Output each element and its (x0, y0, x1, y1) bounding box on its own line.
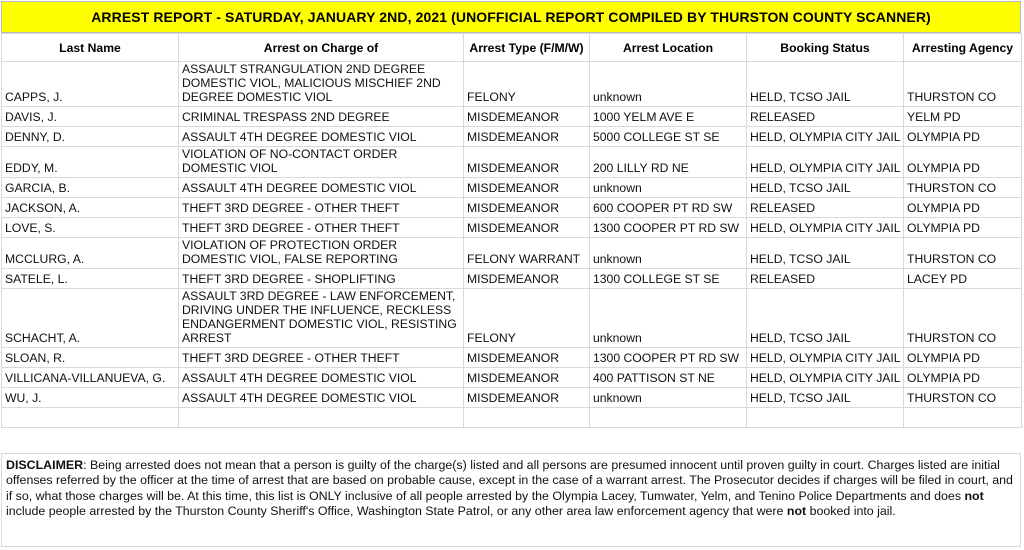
cell-charge[interactable]: VIOLATION OF NO-CONTACT ORDER DOMESTIC VIOL (179, 147, 464, 178)
empty-cell[interactable] (179, 408, 464, 428)
cell-booking-status[interactable]: HELD, OLYMPIA CITY JAIL (747, 127, 904, 147)
cell-arresting-agency[interactable]: THURSTON CO (904, 238, 1022, 269)
column-header-charge[interactable]: Arrest on Charge of (179, 34, 464, 62)
cell-last-name[interactable]: SLOAN, R. (2, 348, 179, 368)
cell-arrest-type[interactable]: MISDEMEANOR (464, 178, 590, 198)
cell-arresting-agency[interactable]: THURSTON CO (904, 388, 1022, 408)
disclaimer-emphasis-not-1: not (964, 488, 984, 503)
column-header-arrest-location[interactable]: Arrest Location (590, 34, 747, 62)
cell-charge[interactable]: THEFT 3RD DEGREE - SHOPLIFTING (179, 269, 464, 289)
cell-arrest-location[interactable]: unknown (590, 388, 747, 408)
cell-arrest-type[interactable]: MISDEMEANOR (464, 127, 590, 147)
cell-arrest-type[interactable]: MISDEMEANOR (464, 147, 590, 178)
cell-arrest-location[interactable]: 1300 COOPER PT RD SW (590, 348, 747, 368)
empty-cell[interactable] (590, 408, 747, 428)
cell-arrest-location[interactable]: unknown (590, 62, 747, 107)
cell-last-name[interactable]: CAPPS, J. (2, 62, 179, 107)
cell-last-name[interactable]: EDDY, M. (2, 147, 179, 178)
cell-charge[interactable]: THEFT 3RD DEGREE - OTHER THEFT (179, 218, 464, 238)
cell-booking-status[interactable]: RELEASED (747, 269, 904, 289)
cell-booking-status[interactable]: RELEASED (747, 107, 904, 127)
cell-last-name[interactable]: JACKSON, A. (2, 198, 179, 218)
empty-row (2, 408, 1022, 428)
cell-arresting-agency[interactable]: OLYMPIA PD (904, 198, 1022, 218)
cell-arresting-agency[interactable]: OLYMPIA PD (904, 147, 1022, 178)
cell-arresting-agency[interactable]: OLYMPIA PD (904, 348, 1022, 368)
table-row (2, 107, 1022, 127)
cell-arrest-type[interactable]: MISDEMEANOR (464, 107, 590, 127)
cell-arrest-location[interactable]: unknown (590, 289, 747, 348)
table-row (2, 127, 1022, 147)
cell-arrest-location[interactable]: 1300 COLLEGE ST SE (590, 269, 747, 289)
cell-last-name[interactable]: SATELE, L. (2, 269, 179, 289)
cell-arrest-type[interactable]: FELONY WARRANT (464, 238, 590, 269)
cell-arrest-location[interactable]: unknown (590, 178, 747, 198)
table-row (2, 348, 1022, 368)
disclaimer-text-1: : Being arrested does not mean that a person is guilty of the charge(s) listed and all persons are presumed innocent until proven guilty in court. Charges listed are initial offenses referred by the officer at the time of arrest that are based on probable cause, except in the case of a warrant arrest. The Prosecutor decides if charges will be filed in court, and if so, what those charges will be. At this time, this list is ONLY inclusive of all people arrested by the Olympia Lacey, Tumwater, Yelm, and Tenino Police Departments and does (6, 458, 1013, 503)
table-row (2, 147, 1022, 178)
cell-last-name[interactable]: LOVE, S. (2, 218, 179, 238)
cell-arresting-agency[interactable]: OLYMPIA PD (904, 368, 1022, 388)
column-header-last-name[interactable]: Last Name (2, 34, 179, 62)
table-row (2, 178, 1022, 198)
cell-arrest-location[interactable]: 400 PATTISON ST NE (590, 368, 747, 388)
cell-arresting-agency[interactable]: THURSTON CO (904, 289, 1022, 348)
empty-cell[interactable] (464, 408, 590, 428)
table-row (2, 269, 1022, 289)
table-row (2, 368, 1022, 388)
cell-booking-status[interactable]: HELD, OLYMPIA CITY JAIL (747, 368, 904, 388)
cell-arresting-agency[interactable]: OLYMPIA PD (904, 127, 1022, 147)
cell-arresting-agency[interactable]: LACEY PD (904, 269, 1022, 289)
header-row (2, 34, 1022, 62)
table-row (2, 289, 1022, 348)
cell-last-name[interactable]: WU, J. (2, 388, 179, 408)
table-row (2, 238, 1022, 269)
cell-booking-status[interactable]: HELD, TCSO JAIL (747, 289, 904, 348)
cell-last-name[interactable]: DAVIS, J. (2, 107, 179, 127)
column-header-arresting-agency[interactable]: Arresting Agency (904, 34, 1022, 62)
table-row (2, 62, 1022, 107)
disclaimer-text-2: include people arrested by the Thurston County Sheriff's Office, Washington State Patrol, or any other area law enforcement agency that were (6, 503, 787, 518)
cell-arrest-location[interactable]: 1000 YELM AVE E (590, 107, 747, 127)
disclaimer-emphasis-not-2: not (786, 503, 807, 518)
cell-arresting-agency[interactable]: OLYMPIA PD (904, 218, 1022, 238)
cell-last-name[interactable]: MCCLURG, A. (2, 238, 179, 269)
cell-charge[interactable]: ASSAULT 4TH DEGREE DOMESTIC VIOL (179, 368, 464, 388)
cell-arrest-type[interactable]: MISDEMEANOR (464, 388, 590, 408)
cell-charge[interactable]: CRIMINAL TRESPASS 2ND DEGREE (179, 107, 464, 127)
column-header-booking-status[interactable]: Booking Status (747, 34, 904, 62)
cell-arresting-agency[interactable]: THURSTON CO (904, 62, 1022, 107)
cell-last-name[interactable]: VILLICANA-VILLANUEVA, G. (2, 368, 179, 388)
cell-booking-status[interactable]: HELD, TCSO JAIL (747, 388, 904, 408)
cell-charge[interactable]: VIOLATION OF PROTECTION ORDER DOMESTIC VIOL, FALSE REPORTING (179, 238, 464, 269)
empty-cell[interactable] (747, 408, 904, 428)
cell-charge[interactable]: THEFT 3RD DEGREE - OTHER THEFT (179, 348, 464, 368)
report-title[interactable]: ARREST REPORT - SATURDAY, JANUARY 2ND, 2021 (UNOFFICIAL REPORT COMPILED BY THURSTON COUNTY SCANNER) (1, 1, 1021, 33)
disclaimer-text-3: booked into jail. (806, 503, 896, 518)
cell-arrest-type[interactable]: MISDEMEANOR (464, 269, 590, 289)
cell-last-name[interactable]: GARCIA, B. (2, 178, 179, 198)
cell-arresting-agency[interactable]: THURSTON CO (904, 178, 1022, 198)
cell-arrest-type[interactable]: MISDEMEANOR (464, 198, 590, 218)
cell-arrest-location[interactable]: 1300 COOPER PT RD SW (590, 218, 747, 238)
cell-arrest-type[interactable]: MISDEMEANOR (464, 218, 590, 238)
cell-arresting-agency[interactable]: YELM PD (904, 107, 1022, 127)
cell-booking-status[interactable]: HELD, OLYMPIA CITY JAIL (747, 348, 904, 368)
table-row (2, 218, 1022, 238)
disclaimer[interactable] (1, 453, 1021, 547)
cell-charge[interactable]: ASSAULT 4TH DEGREE DOMESTIC VIOL (179, 127, 464, 147)
cell-last-name[interactable]: DENNY, D. (2, 127, 179, 147)
cell-booking-status[interactable]: HELD, TCSO JAIL (747, 238, 904, 269)
cell-arrest-type[interactable]: FELONY (464, 289, 590, 348)
cell-booking-status[interactable]: HELD, TCSO JAIL (747, 178, 904, 198)
table-body (2, 62, 1022, 428)
cell-charge[interactable]: THEFT 3RD DEGREE - OTHER THEFT (179, 198, 464, 218)
table-row (2, 198, 1022, 218)
cell-arrest-location[interactable]: 200 LILLY RD NE (590, 147, 747, 178)
empty-cell[interactable] (2, 408, 179, 428)
cell-charge[interactable]: ASSAULT 4TH DEGREE DOMESTIC VIOL (179, 178, 464, 198)
cell-charge[interactable]: ASSAULT 3RD DEGREE - LAW ENFORCEMENT, DRIVING UNDER THE INFLUENCE, RECKLESS ENDANGERMENT DOMESTIC VIOL, RESISTING ARREST (179, 289, 464, 348)
cell-charge[interactable]: ASSAULT 4TH DEGREE DOMESTIC VIOL (179, 388, 464, 408)
cell-last-name[interactable]: SCHACHT, A. (2, 289, 179, 348)
empty-cell[interactable] (904, 408, 1022, 428)
cell-booking-status[interactable]: RELEASED (747, 198, 904, 218)
cell-charge[interactable]: ASSAULT STRANGULATION 2ND DEGREE DOMESTIC VIOL, MALICIOUS MISCHIEF 2ND DEGREE DOMESTIC VIOL (179, 62, 464, 107)
cell-arrest-type[interactable]: MISDEMEANOR (464, 368, 590, 388)
disclaimer-label: DISCLAIMER (6, 458, 84, 472)
cell-booking-status[interactable]: HELD, OLYMPIA CITY JAIL (747, 147, 904, 178)
cell-booking-status[interactable]: HELD, TCSO JAIL (747, 62, 904, 107)
cell-arrest-location[interactable]: 5000 COLLEGE ST SE (590, 127, 747, 147)
cell-booking-status[interactable]: HELD, OLYMPIA CITY JAIL (747, 218, 904, 238)
column-header-arrest-type[interactable]: Arrest Type (F/M/W) (464, 34, 590, 62)
cell-arrest-type[interactable]: FELONY (464, 62, 590, 107)
arrest-table (1, 33, 1022, 428)
table-row (2, 388, 1022, 408)
cell-arrest-location[interactable]: 600 COOPER PT RD SW (590, 198, 747, 218)
cell-arrest-location[interactable]: unknown (590, 238, 747, 269)
cell-arrest-type[interactable]: MISDEMEANOR (464, 348, 590, 368)
